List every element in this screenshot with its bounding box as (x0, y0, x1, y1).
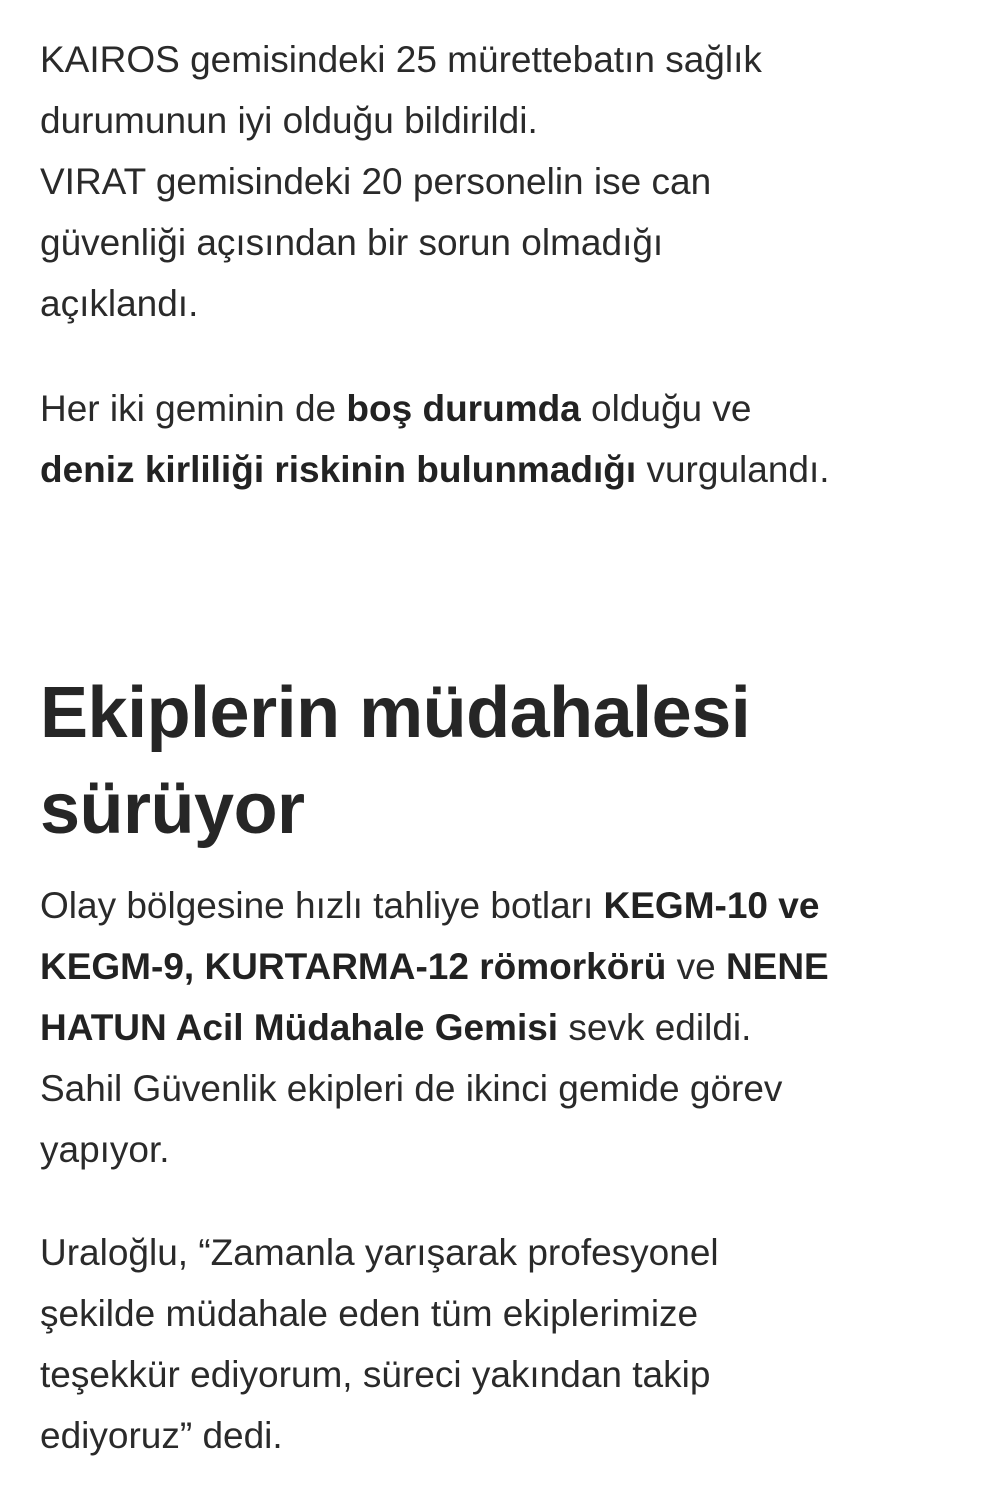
text-line: durumunun iyi olduğu bildirildi. (40, 100, 538, 141)
text-line: KAIROS gemisindeki 25 mürettebatın sağlık (40, 39, 762, 80)
text-line: teşekkür ediyorum, süreci yakından takip (40, 1354, 711, 1395)
bold-text: KEGM-10 ve (603, 885, 820, 926)
text-line: yapıyor. (40, 1129, 170, 1170)
bold-text: deniz kirliliği riskinin bulunmadığı (40, 449, 637, 490)
paragraph-ship-condition (40, 378, 960, 500)
text-line: şekilde müdahale eden tüm ekiplerimize (40, 1293, 699, 1334)
bold-text: boş durumda (346, 388, 581, 429)
text-line: güvenliği açısından bir sorun olmadığı (40, 222, 664, 263)
text-run: ve (666, 946, 726, 987)
text-line: ediyoruz” dedi. (40, 1415, 283, 1456)
text-line: Sahil Güvenlik ekipleri de ikinci gemide görev (40, 1068, 783, 1109)
text-run: Her iki geminin de (40, 388, 347, 429)
section-heading (40, 665, 960, 857)
text-run: olduğu ve (580, 388, 752, 429)
heading-line: sürüyor (40, 769, 305, 849)
text-line: Uraloğlu, “Zamanla yarışarak profesyonel (40, 1232, 719, 1273)
text-line: açıklandı. (40, 283, 199, 324)
text-run: Olay bölgesine hızlı tahliye botları (40, 885, 604, 926)
paragraph-crew-status (40, 29, 960, 334)
bold-text: KEGM-9, KURTARMA-12 römorkörü (40, 946, 667, 987)
text-run: sevk edildi. (558, 1007, 752, 1048)
paragraph-response-teams (40, 875, 960, 1180)
bold-text: HATUN Acil Müdahale Gemisi (40, 1007, 559, 1048)
text-run: vurgulandı. (636, 449, 830, 490)
heading-line: Ekiplerin müdahalesi (40, 673, 751, 753)
bold-text: NENE (725, 946, 829, 987)
text-line: VIRAT gemisindeki 20 personelin ise can (40, 161, 712, 202)
paragraph-quote (40, 1222, 960, 1466)
